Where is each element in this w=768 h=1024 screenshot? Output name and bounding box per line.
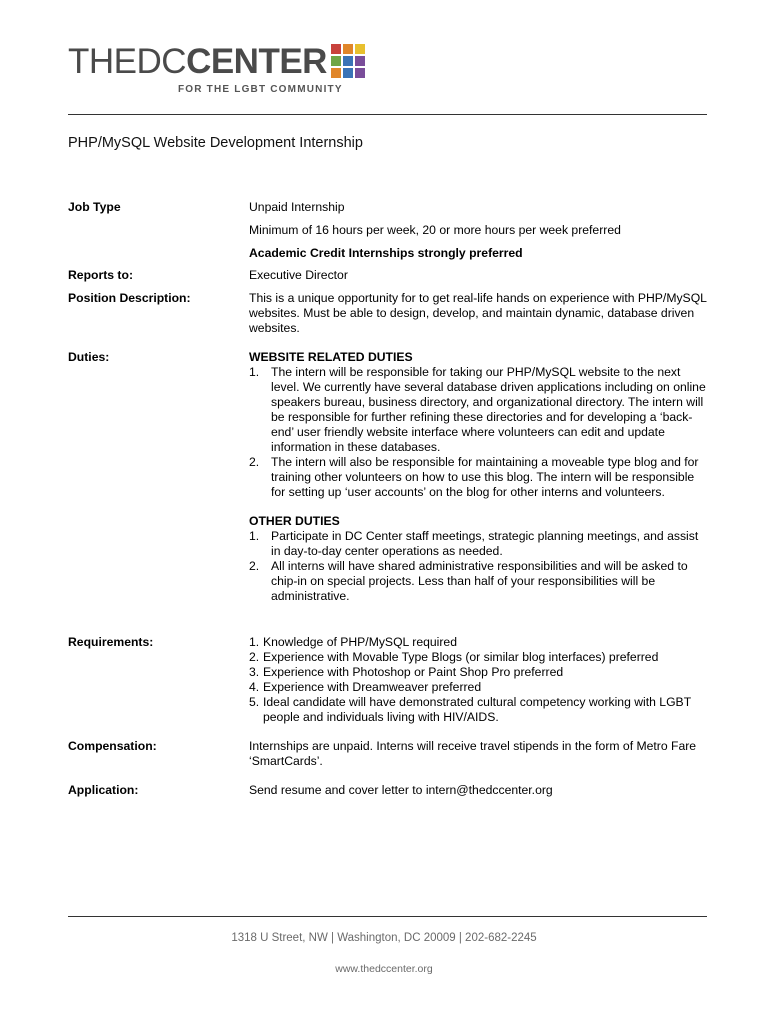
compensation-value: Internships are unpaid. Interns will receive travel stipends in the form of Metro Fare ‘SmartCards’.	[249, 739, 697, 768]
logo-text-bold: CENTER	[186, 42, 327, 81]
logo-grid-square	[331, 44, 341, 54]
duties-label: Duties:	[68, 350, 110, 364]
list-item	[249, 529, 709, 559]
list-item	[249, 680, 709, 695]
logo-text-thin: THEDC	[68, 42, 187, 81]
footer-address: 1318 U Street, NW | Washington, DC 20009 | 202-682-2245	[231, 932, 537, 944]
list-item-text: Ideal candidate will have demonstrated cultural competency working with LGBT people and individuals living with HIV/AIDS.	[263, 695, 691, 724]
list-item	[249, 365, 709, 455]
list-item-number: 2.	[249, 559, 260, 573]
list-item-number: 1.	[249, 635, 260, 649]
logo-grid-square	[343, 56, 353, 66]
job-type-line-2: Minimum of 16 hours per week, 20 or more hours per week preferred	[249, 223, 621, 237]
other-duties-list	[249, 529, 709, 604]
list-item-text: Participate in DC Center staff meetings, strategic planning meetings, and assist in day-to-day center operations as needed.	[271, 529, 699, 558]
list-item-number: 5.	[249, 695, 260, 709]
list-item-number: 1.	[249, 529, 260, 543]
list-item	[249, 695, 709, 725]
dc-center-logo	[68, 42, 365, 95]
job-type-value	[249, 200, 709, 261]
list-item-text: The intern will be responsible for taking our PHP/MySQL website to the next level. We currently have several database driven applications including on online speakers bureau, business directory, and organizational directory. The intern will be responsible for further refining these directories and for developing a ‘back-end’ user friendly website interface where volunteers can edit and update information in these databases.	[271, 365, 706, 454]
job-type-label: Job Type	[68, 200, 121, 214]
logo-grid-square	[343, 68, 353, 78]
application-label: Application:	[68, 783, 139, 797]
position-description-label: Position Description:	[68, 291, 191, 305]
logo-grid-square	[355, 56, 365, 66]
logo-grid-square	[355, 44, 365, 54]
requirements-label: Requirements:	[68, 635, 154, 649]
page-title: PHP/MySQL Website Development Internship	[68, 135, 363, 151]
logo-color-grid-icon	[331, 44, 365, 78]
footer-website: www.thedccenter.org	[335, 963, 433, 975]
reports-to-label: Reports to:	[68, 268, 133, 282]
list-item	[249, 455, 709, 500]
requirements-value	[249, 635, 709, 725]
website-duties-list	[249, 365, 709, 500]
logo-grid-square	[343, 44, 353, 54]
job-type-line-1: Unpaid Internship	[249, 200, 345, 214]
duties-value	[249, 350, 709, 604]
position-description-value: This is a unique opportunity for to get real-life hands on experience with PHP/MySQL websites. Must be able to design, develop, and maintain dynamic, database driven websites.	[249, 291, 707, 335]
header-divider	[68, 114, 707, 115]
list-item-number: 2.	[249, 650, 260, 664]
list-item-text: Experience with Movable Type Blogs (or similar blog interfaces) preferred	[263, 650, 659, 664]
list-item-number: 3.	[249, 665, 260, 679]
logo-grid-square	[331, 68, 341, 78]
list-item	[249, 559, 709, 604]
list-item	[249, 650, 709, 665]
list-item-text: Experience with Photoshop or Paint Shop Pro preferred	[263, 665, 564, 679]
list-item	[249, 665, 709, 680]
list-item-text: The intern will also be responsible for maintaining a moveable type blog and for training other volunteers on how to use this blog. The intern will be responsible for setting up ‘user accounts’ on the blog for other interns and volunteers.	[271, 455, 699, 499]
list-item-number: 4.	[249, 680, 260, 694]
reports-to-value: Executive Director	[249, 268, 348, 282]
logo-tagline: FOR THE LGBT COMMUNITY	[178, 84, 343, 95]
list-item	[249, 635, 709, 650]
list-item-text: Experience with Dreamweaver preferred	[263, 680, 482, 694]
other-duties-heading: OTHER DUTIES	[249, 514, 340, 528]
list-item-text: All interns will have shared administrative responsibilities and will be asked to chip-in on special projects. Less than half of your responsibilities will be administrative.	[271, 559, 688, 603]
logo-grid-square	[331, 56, 341, 66]
requirements-list	[249, 635, 709, 725]
compensation-label: Compensation:	[68, 739, 157, 753]
job-type-line-3: Academic Credit Internships strongly preferred	[249, 246, 523, 260]
list-item-text: Knowledge of PHP/MySQL required	[263, 635, 457, 649]
footer-divider	[68, 916, 707, 917]
logo-wordmark	[68, 44, 327, 79]
website-duties-heading: WEBSITE RELATED DUTIES	[249, 350, 413, 364]
logo-grid-square	[355, 68, 365, 78]
list-item-number: 1.	[249, 365, 260, 379]
application-value: Send resume and cover letter to intern@thedccenter.org	[249, 783, 553, 797]
list-item-number: 2.	[249, 455, 260, 469]
